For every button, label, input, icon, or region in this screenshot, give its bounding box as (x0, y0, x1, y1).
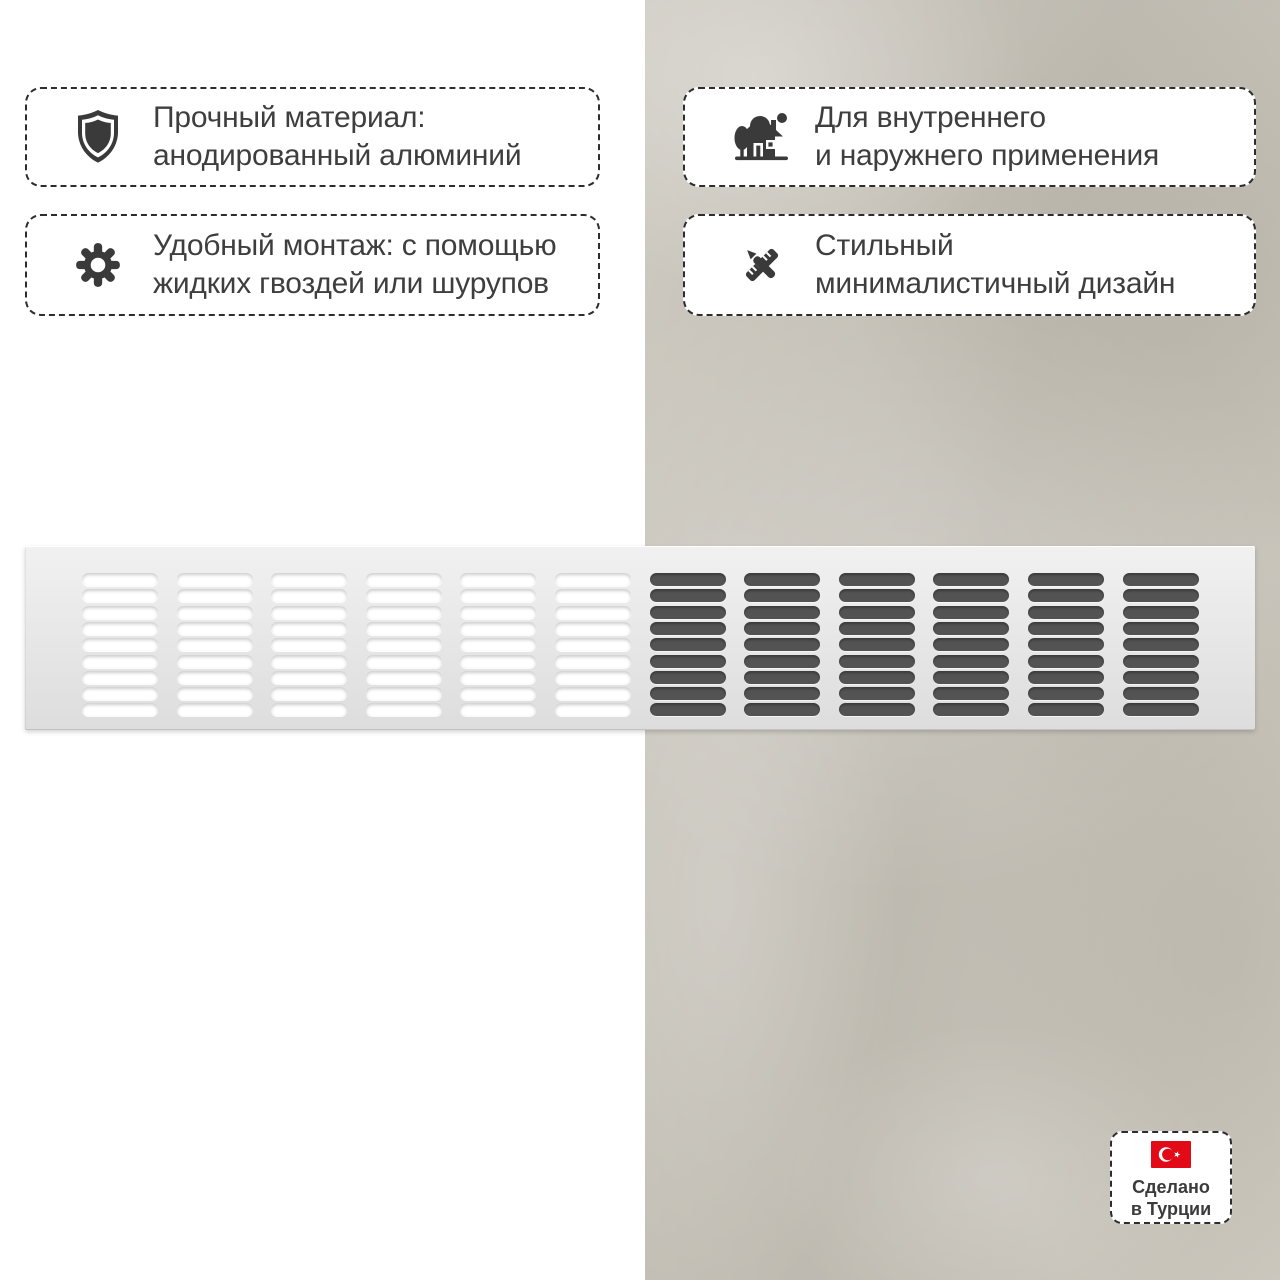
grille-slot (933, 687, 1009, 700)
pencil-ruler-icon (733, 241, 791, 289)
grille-slot (177, 589, 253, 602)
grille-slot (1123, 671, 1199, 684)
grille-slot (839, 589, 915, 602)
grille-slot (1028, 703, 1104, 716)
grille-slot (1028, 622, 1104, 635)
grille-slot (744, 703, 820, 716)
grille-slot (555, 589, 631, 602)
grille-slot (1028, 606, 1104, 619)
grille-slot (650, 606, 726, 619)
grille-slot (366, 655, 442, 668)
grille-slot (1123, 573, 1199, 586)
grille-slot (460, 606, 536, 619)
grille-slot (366, 573, 442, 586)
feature-line: Прочный материал: (153, 101, 426, 134)
grille-slot (82, 655, 158, 668)
gear-icon (69, 240, 127, 290)
grille-slot (1123, 622, 1199, 635)
feature-line: Для внутреннего (815, 101, 1046, 134)
grille-slot (1028, 638, 1104, 651)
feature-box-design (683, 214, 1256, 316)
grille-slot (271, 622, 347, 635)
feature-line: Удобный монтаж: с помощью (153, 229, 557, 262)
grille-slot (555, 655, 631, 668)
grille-slot (82, 589, 158, 602)
grille-slot (744, 638, 820, 651)
grille-slot (555, 606, 631, 619)
grille-slot (650, 671, 726, 684)
grille-slot (460, 671, 536, 684)
grille-slot (933, 573, 1009, 586)
badge-text (1131, 1176, 1211, 1220)
grille-slot (82, 671, 158, 684)
grille-slot (366, 589, 442, 602)
grille-slot (839, 638, 915, 651)
grille-slot (271, 638, 347, 651)
feature-box-material (25, 87, 600, 187)
grille-slot (366, 638, 442, 651)
grille-slot (1028, 687, 1104, 700)
grille-slot (460, 573, 536, 586)
feature-text (815, 99, 1159, 175)
grille-slot (650, 573, 726, 586)
turkey-flag-icon (1151, 1141, 1191, 1173)
grille-slot (366, 703, 442, 716)
grille-slot (839, 622, 915, 635)
grille-slot (744, 687, 820, 700)
grille-slot (933, 655, 1009, 668)
grille-slot (82, 638, 158, 651)
grille-slot (650, 655, 726, 668)
grille-slot (82, 703, 158, 716)
grille-slot (460, 622, 536, 635)
grille-slot (82, 606, 158, 619)
grille-slot (177, 638, 253, 651)
grille-slot (650, 703, 726, 716)
feature-line: минималистичный дизайн (815, 267, 1176, 300)
grille-slot (555, 703, 631, 716)
feature-line: анодированный алюминий (153, 139, 522, 172)
house-outdoor-icon (733, 111, 791, 163)
badge-line: в Турции (1130, 1199, 1212, 1219)
feature-text (153, 99, 521, 175)
grille-slot (744, 622, 820, 635)
grille-slot (82, 573, 158, 586)
grille-slot (650, 638, 726, 651)
grille-slot (555, 573, 631, 586)
feature-box-mounting (25, 214, 600, 316)
grille-slot (1123, 606, 1199, 619)
grille-slot (82, 622, 158, 635)
feature-box-indoor-outdoor (683, 87, 1256, 187)
grille-plate (25, 546, 1255, 730)
grille-slot (271, 703, 347, 716)
grille-slot (555, 671, 631, 684)
feature-line: жидких гвоздей или шурупов (153, 267, 549, 300)
grille-slot (460, 687, 536, 700)
grille-slot (744, 671, 820, 684)
grille-slot (271, 573, 347, 586)
grille-slot (82, 687, 158, 700)
grille-slot (933, 703, 1009, 716)
grille-slot (555, 638, 631, 651)
grille-slot (460, 638, 536, 651)
grille-slot (1028, 589, 1104, 602)
grille-slot (460, 703, 536, 716)
grille-slot (177, 671, 253, 684)
grille-slot (1123, 655, 1199, 668)
grille-slot (366, 671, 442, 684)
feature-text (815, 227, 1175, 303)
grille-slot (271, 671, 347, 684)
grille-slot (744, 573, 820, 586)
grille-slot (1028, 655, 1104, 668)
grille-slot (366, 622, 442, 635)
grille-slot (650, 687, 726, 700)
grille-slot (1123, 703, 1199, 716)
grille-slot (1123, 638, 1199, 651)
shield-icon (69, 108, 127, 166)
grille-slot (177, 622, 253, 635)
grille-slot (839, 703, 915, 716)
grille-slot (744, 655, 820, 668)
grille-slot (177, 655, 253, 668)
feature-line: и наружнего применения (815, 139, 1160, 172)
grille-slot (744, 606, 820, 619)
feature-text (153, 227, 556, 303)
grille-slot (366, 687, 442, 700)
grille-slot (650, 589, 726, 602)
grille-slot (1028, 671, 1104, 684)
grille-slot (933, 606, 1009, 619)
grille-slot (839, 573, 915, 586)
made-in-turkey-badge (1110, 1131, 1232, 1224)
grille-slot (650, 622, 726, 635)
grille-slot (933, 589, 1009, 602)
grille-slot (839, 687, 915, 700)
grille-slot (555, 622, 631, 635)
grille-slot (271, 655, 347, 668)
grille-slot (271, 687, 347, 700)
grille-slot (271, 589, 347, 602)
badge-line: Сделано (1132, 1177, 1210, 1197)
grille-slot (1028, 573, 1104, 586)
grille-slot (177, 573, 253, 586)
feature-line: Стильный (815, 229, 954, 262)
grille-slot (744, 589, 820, 602)
grille-slot (177, 703, 253, 716)
grille-slot (839, 606, 915, 619)
grille-slot (839, 671, 915, 684)
grille-slot (933, 671, 1009, 684)
grille-slot (933, 622, 1009, 635)
grille-slot (271, 606, 347, 619)
grille-slot (460, 589, 536, 602)
grille-slot (555, 687, 631, 700)
grille-slot (460, 655, 536, 668)
grille-slot (839, 655, 915, 668)
grille-slot (1123, 589, 1199, 602)
grille-slot (933, 638, 1009, 651)
grille-slot (177, 687, 253, 700)
grille-slot (1123, 687, 1199, 700)
grille-slot (177, 606, 253, 619)
grille-slot (366, 606, 442, 619)
